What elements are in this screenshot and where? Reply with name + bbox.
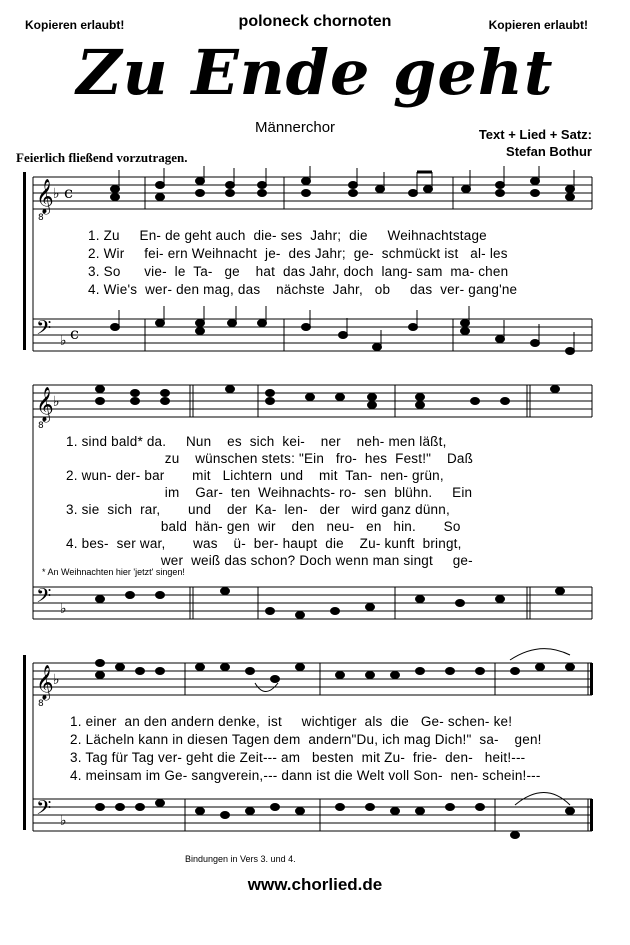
verse-4-line-d: 4. meinsam im Ge- sangverein,--- dann ist die Welt voll Son- nen- schein!--- <box>70 768 541 783</box>
copy-notice-right: Kopieren erlaubt! <box>488 18 588 32</box>
website-link[interactable]: www.chorlied.de <box>247 875 383 894</box>
verse-2-line-a: 2. Wir fei- ern Weihnacht je- des Jahr; ge- schmückt ist al- les <box>88 246 508 261</box>
publisher-name: poloneck chornoten <box>238 13 392 30</box>
system-3-bass-notes <box>96 800 575 839</box>
system-1-treble-notes <box>111 166 575 201</box>
svg-text:8: 8 <box>38 213 44 223</box>
verse-3-line-c: bald hän- gen wir den neu- en hin. So <box>66 519 461 534</box>
bass-clef-icon: 𝄢 <box>36 316 52 344</box>
footnote-christmas: * An Weihnachten hier 'jetzt' singen! <box>42 567 185 577</box>
verse-2-line-d: 2. Lächeln kann in diesen Tagen dem andern"Du, ich mag Dich!" sa- gen! <box>70 732 542 747</box>
system-1-bracket <box>23 172 26 350</box>
verse-1-line-d: 1. einer an den andern denke, ist wichtiger als die Ge- schen- ke! <box>70 714 513 729</box>
svg-text:8: 8 <box>38 699 44 709</box>
svg-text:8: 8 <box>38 421 44 431</box>
system-1-bass-notes <box>111 306 575 355</box>
verse-3-line-d: 3. Tag für Tag ver- geht die Zeit--- am besten mit Zu- frie- den- heit!--- <box>70 750 526 765</box>
svg-text:𝄞: 𝄞 <box>36 387 54 422</box>
svg-text:𝄢: 𝄢 <box>36 796 52 824</box>
song-title: Zu Ende geht <box>76 36 554 109</box>
system-1-treble-staff <box>33 177 592 209</box>
verse-4-line-c: wer weiß das schon? Doch wenn man singt ge- <box>66 553 473 568</box>
verse-2-line-b: 2. wun- der- bar mit Lichtern und mit Tan- nen- grün, <box>66 468 444 483</box>
system-2-bass-staff <box>33 587 592 619</box>
flat-icon: ♭ <box>53 186 60 202</box>
treble-clef-icon: 𝄞 <box>36 179 54 214</box>
verse-4-line-a: 4. Wie's wer- den mag, das nächste Jahr, ob das ver- gang'ne <box>88 282 518 297</box>
verse-1-line-c: zu wünschen stets: "Ein fro- hes Fest!" Daß <box>66 451 474 466</box>
svg-text:c: c <box>70 324 79 343</box>
svg-text:♭: ♭ <box>60 601 67 617</box>
credit-line-1: Text + Lied + Satz: <box>478 127 592 142</box>
verse-4-line-b: 4. bes- ser war, was ü- ber- haupt die Zu- kunft bringt, <box>66 536 462 551</box>
svg-text:♭: ♭ <box>60 813 67 829</box>
verse-3-line-b: 3. sie sich rar, und der Ka- len- der wird ganz dünn, <box>66 502 450 517</box>
copy-notice-left: Kopieren erlaubt! <box>25 18 125 32</box>
credit-line-2: Stefan Bothur <box>506 144 592 159</box>
svg-text:♭: ♭ <box>53 672 60 688</box>
verse-1-line-b: 1. sind bald* da. Nun es sich kei- ner neh- men läßt, <box>66 434 447 449</box>
svg-text:𝄢: 𝄢 <box>36 584 52 612</box>
verse-1-line-a: 1. Zu En- de geht auch die- ses Jahr; die Weihnachtstage <box>88 228 487 243</box>
svg-text:♭: ♭ <box>60 333 67 349</box>
footnote-slurs: Bindungen in Vers 3. und 4. <box>185 854 296 864</box>
voicing-label: Männerchor <box>255 119 336 136</box>
system-2-treble-notes <box>96 386 560 409</box>
svg-text:c: c <box>64 183 73 202</box>
verse-2-line-c: im Gar- ten Weihnachts- ro- sen blühn. Ein <box>66 485 473 500</box>
svg-text:𝄞: 𝄞 <box>36 665 54 700</box>
tempo-marking: Feierlich fließend vorzutragen. <box>16 150 188 165</box>
verse-3-line-a: 3. So vie- le Ta- ge hat das Jahr, doch lang- sam ma- chen <box>88 264 509 279</box>
svg-text:♭: ♭ <box>53 394 60 410</box>
